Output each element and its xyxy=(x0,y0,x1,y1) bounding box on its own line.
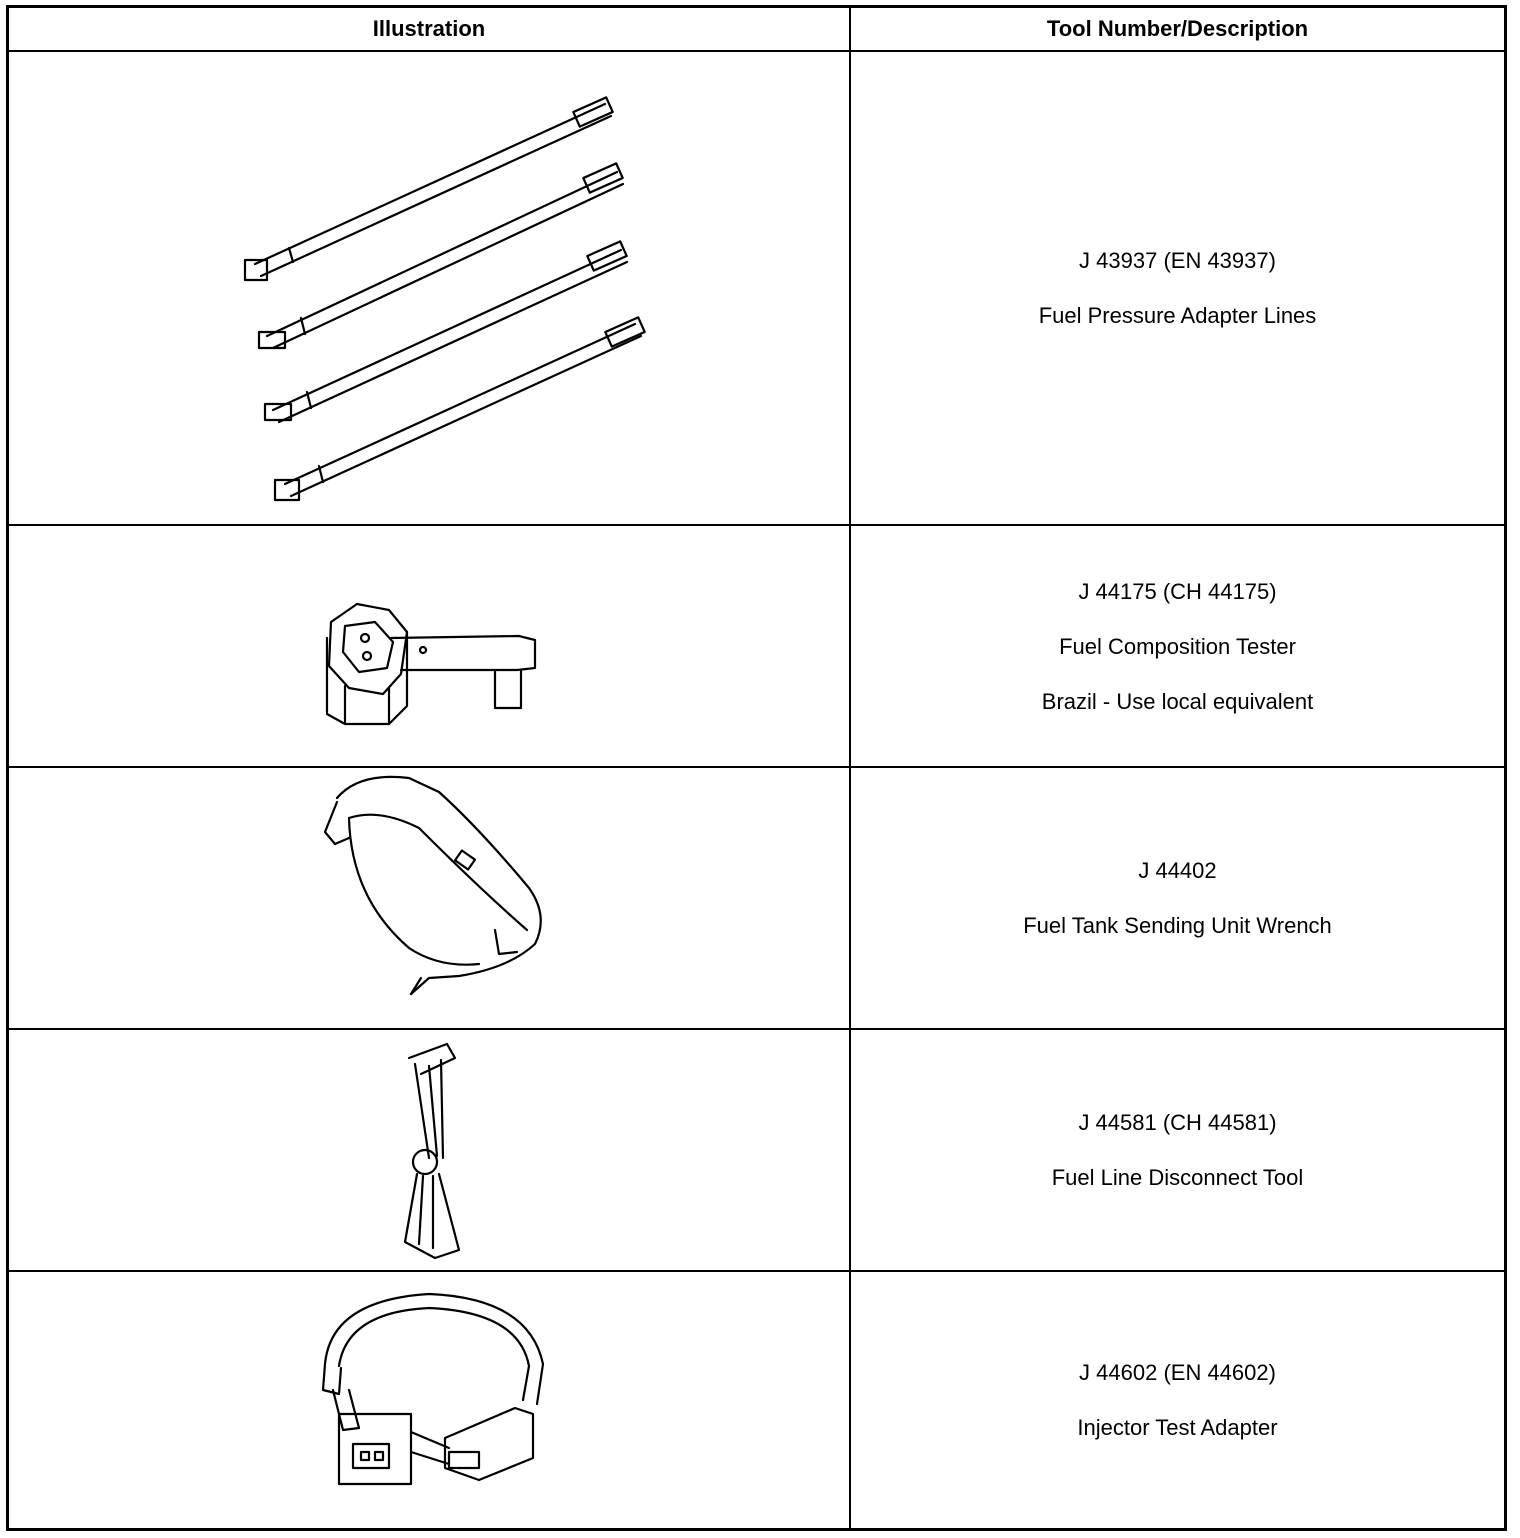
table-header-row xyxy=(9,8,1504,50)
description-cell xyxy=(851,768,1504,1028)
header-tool xyxy=(851,8,1504,50)
tool-note: Brazil - Use local equivalent xyxy=(1041,688,1314,714)
tool-description: Fuel Composition Tester xyxy=(1059,633,1296,659)
header-illustration-label: Illustration xyxy=(372,16,486,41)
table-row xyxy=(9,766,1504,1028)
tool-description: Injector Test Adapter xyxy=(1077,1415,1278,1440)
fuel-line-disconnect-tool-icon xyxy=(9,1030,851,1270)
fuel-tank-sending-unit-wrench-icon xyxy=(9,768,851,1028)
tool-description: Fuel Tank Sending Unit Wrench xyxy=(1023,913,1332,938)
special-tools-table xyxy=(6,5,1507,1531)
table-row xyxy=(9,1028,1504,1270)
table-row xyxy=(9,524,1504,766)
description-cell xyxy=(851,526,1504,766)
illustration-cell xyxy=(9,1272,851,1528)
illustration-cell xyxy=(9,52,851,524)
description-cell xyxy=(851,52,1504,524)
tool-number: J 43937 (EN 43937) xyxy=(1079,248,1276,273)
fuel-composition-tester-icon xyxy=(9,526,851,766)
fuel-pressure-adapter-lines-icon xyxy=(9,52,851,524)
table-row xyxy=(9,50,1504,524)
header-tool-label: Tool Number/Description xyxy=(1046,16,1309,41)
illustration-cell xyxy=(9,526,851,766)
header-illustration xyxy=(9,8,851,50)
injector-test-adapter-icon xyxy=(9,1272,851,1528)
tool-number: J 44402 xyxy=(1138,858,1217,883)
tool-description: Fuel Pressure Adapter Lines xyxy=(1038,303,1317,328)
tool-number: J 44602 (EN 44602) xyxy=(1079,1360,1276,1385)
tool-number: J 44581 (CH 44581) xyxy=(1078,1110,1277,1135)
tool-description: Fuel Line Disconnect Tool xyxy=(1051,1165,1304,1190)
description-cell xyxy=(851,1030,1504,1270)
illustration-cell xyxy=(9,1030,851,1270)
table-row xyxy=(9,1270,1504,1528)
description-cell xyxy=(851,1272,1504,1528)
tool-number: J 44175 (CH 44175) xyxy=(1078,578,1277,604)
illustration-cell xyxy=(9,768,851,1028)
